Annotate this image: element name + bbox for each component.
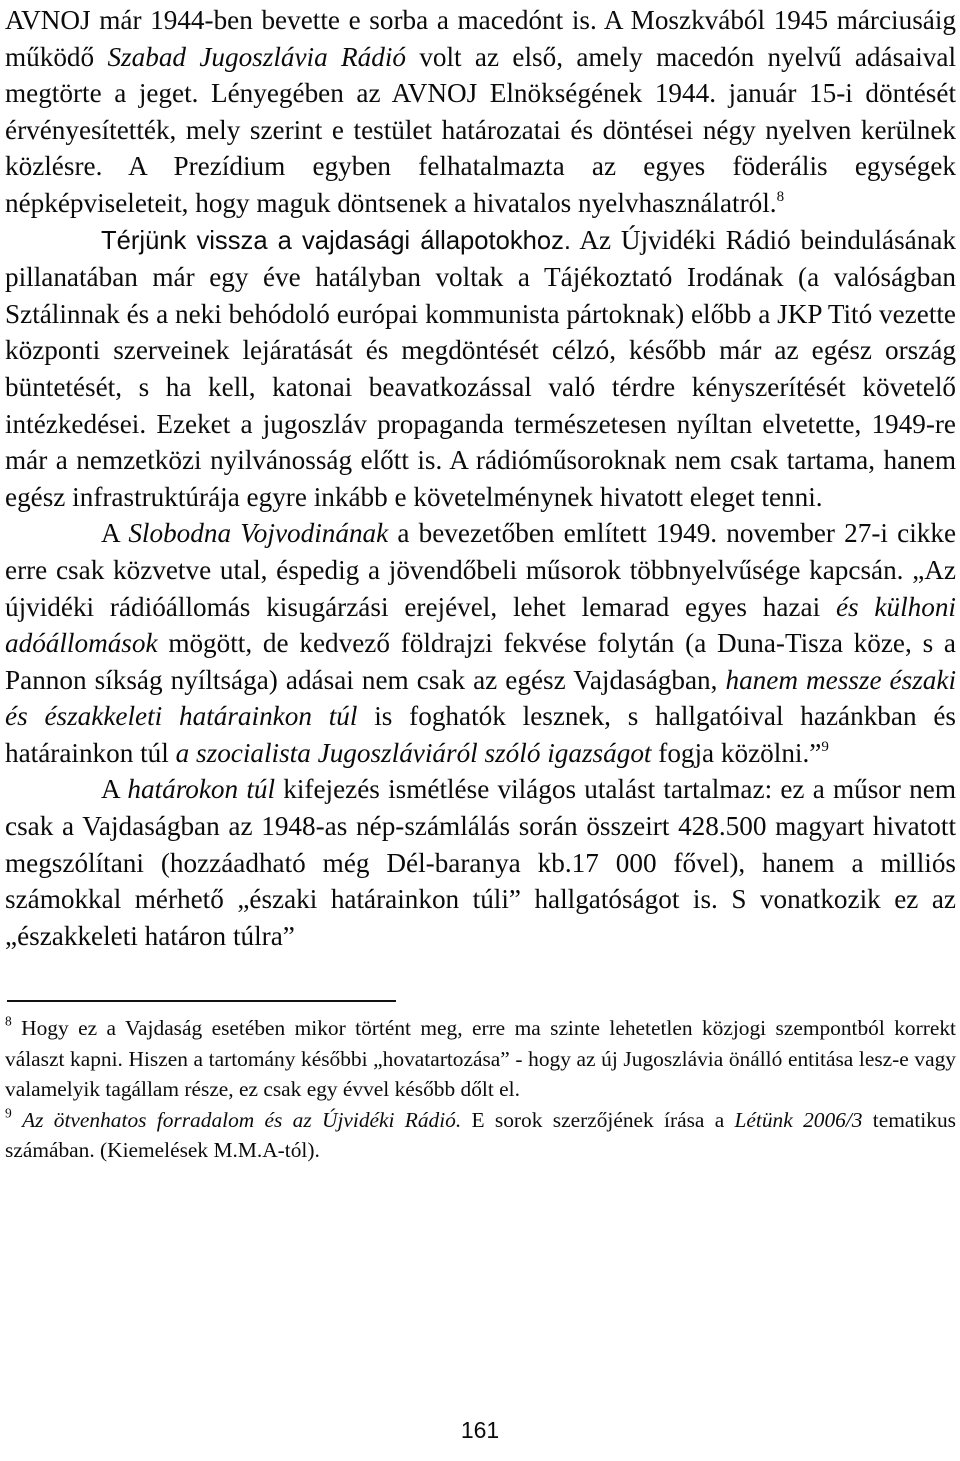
italic-text: határokon túl bbox=[127, 774, 276, 805]
paragraph bbox=[5, 222, 956, 516]
italic-text: Létünk 2006/3 bbox=[734, 1107, 863, 1132]
paragraph bbox=[5, 771, 956, 954]
text-run: a bevezetőben említett 1949. november 27-i cikke erre csak közvetve utal, éspedig a jövendőbeli műsorok többnyelvűsége kapcsán. „Az újvidéki rádióállomás kisugárzási erejével, lehet lemarad egyes hazai bbox=[5, 518, 957, 622]
italic-text: hanem messze északi és északkeleti határainkon túl bbox=[5, 664, 957, 732]
text-run: is foghatók lesznek, s hallgatóival hazánkban és határainkon túl bbox=[5, 701, 956, 768]
italic-text: Az ötvenhatos forradalom és az Újvidéki Rádió. bbox=[22, 1107, 462, 1132]
text-run: Az Újvidéki Rádió beindulásának pillanatában már egy éve hatályban voltak a Tájékoztató Irodának (a valóságban Sztálinnak és a neki behódoló európai kommunista pártoknak) előbb a JKP Titó vezette központi szerveinek lejáratását és megdöntését célzó, később már az egész ország büntetését, s ha kell, katonai beavatkozással való térdre kényszerítését követelő intézkedései. Ezeket a jugoszláv propaganda természetesen nyíltan elvetette, 1949-re már a nemzetközi nyilvánosság előtt is. A rádióműsoroknak nem csak tartama, hanem egész infrastruktúrája egyre inkább e követelménynek hivatott eleget tenni. bbox=[5, 224, 956, 512]
text-run: A bbox=[101, 774, 128, 805]
footnote-number: 8 bbox=[5, 1014, 12, 1029]
italic-text: Slobodna Vojvodinának bbox=[128, 518, 389, 549]
italic-text: a szocialista Jugoszláviáról szóló igazságot bbox=[175, 737, 652, 768]
footnote bbox=[5, 1105, 956, 1166]
text-run: Hogy ez a Vajdaság esetében mikor történt meg, erre ma szinte lehetetlen közjogi szempontból korrekt választ kapni. Hiszen a tartomány későbbi „hovatartozása” - hogy az új Jugoszlávia önálló entitása lesz-e vagy valamelyik tagállam része, ez csak egy évvel később dőlt el. bbox=[5, 1016, 956, 1102]
footnote-separator bbox=[7, 1000, 396, 1002]
sans-text: Térjünk vissza a vajdasági állapotokhoz. bbox=[101, 226, 572, 255]
footnote-number: 9 bbox=[5, 1105, 12, 1121]
text-run: volt az első, amely macedón nyelvű adásaival megtörte a jeget. Lényegében az AVNOJ Elnökségének 1944. január 15-i döntését érvényesítették, mely szerint e testület határozatai és döntései négy nyelven kerülnek közlésre. A Prezídium egyben felhatalmazta az egyes föderális egységek népképviseleteit, hogy maguk döntsenek a hivatalos nyelvhasználatról. bbox=[5, 41, 956, 218]
text-run: E sorok szerzőjének írása a bbox=[461, 1107, 735, 1132]
page-number: 161 bbox=[460, 1417, 500, 1443]
text-run: AVNOJ már 1944-ben bevette e sorba a macedónt is. A Moszkvából 1945 márciusáig működő bbox=[5, 5, 956, 72]
text-run: kifejezés ismétlése világos utalást tartalmaz: ez a műsor nem csak a Vajdaságban az 1948-as nép-számlálás során összeirt 428.500 magyart hivatott megszólítani (hozzáadható még Dél-baranya kb.17 000 fővel), hanem a milliós számokkal mérhető „északi határainkon túli” hallgatóságot is. S vonatkozik ez az „északkeleti határon túlra” bbox=[5, 774, 956, 951]
paragraph bbox=[5, 2, 956, 222]
text-run: tematikus számában. (Kiemelések M.M.A-tól). bbox=[5, 1107, 956, 1163]
italic-text: Szabad Jugoszlávia Rádió bbox=[107, 41, 406, 72]
footnote-ref: 9 bbox=[821, 738, 829, 755]
footnote-ref: 8 bbox=[776, 188, 785, 205]
footnote bbox=[5, 1013, 956, 1104]
text-run: A bbox=[101, 518, 129, 549]
paragraph bbox=[5, 515, 956, 771]
italic-text: és külhoni adóállomások bbox=[5, 591, 956, 659]
footnotes bbox=[5, 1013, 956, 1165]
text-run: fogja közölni.” bbox=[651, 737, 822, 768]
body-text bbox=[5, 0, 956, 954]
text-run: mögött, de kedvező földrajzi fekvése folytán (a Duna-Tisza köze, s a Pannon síkság nyíltsága) adásai nem csak az egész Vajdaságban, bbox=[5, 628, 956, 695]
text-run bbox=[12, 1108, 22, 1132]
